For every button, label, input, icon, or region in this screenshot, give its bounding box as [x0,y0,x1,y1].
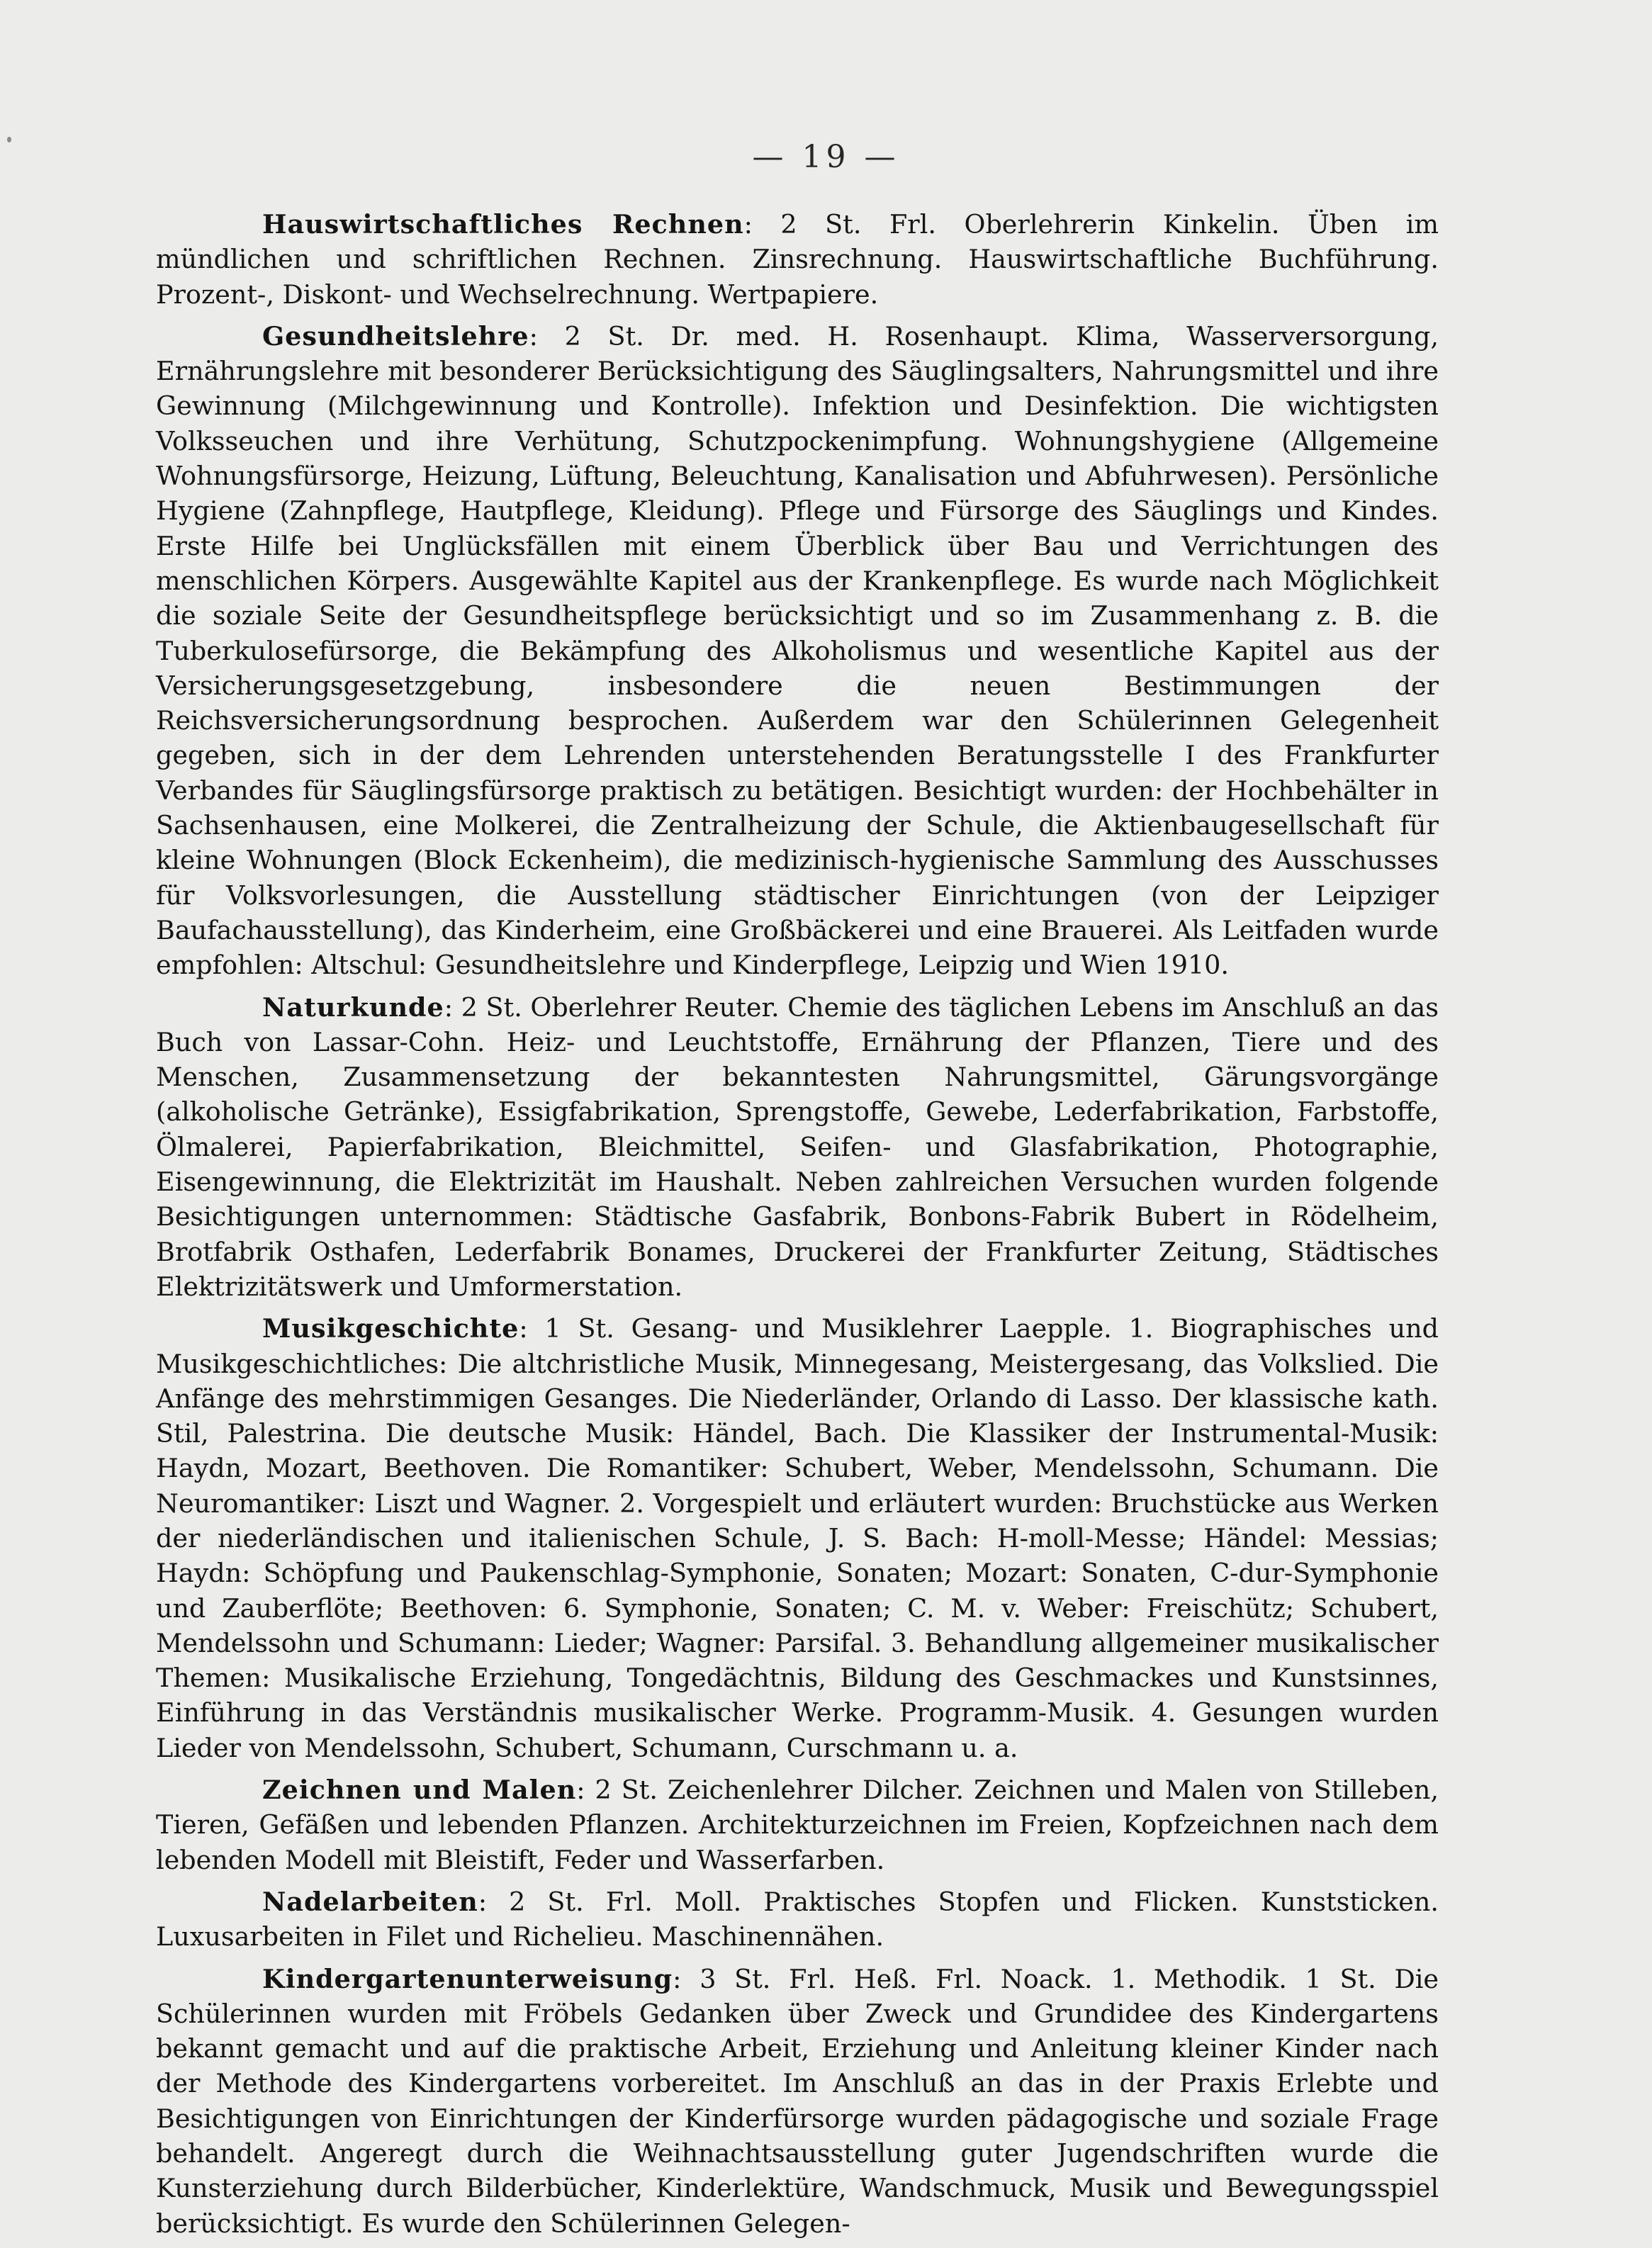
section-kindergartenunterweisung [156,1962,1439,2241]
section-heading: Musikgeschichte [262,1313,519,1344]
section-gesundheitslehre [156,319,1439,983]
section-body: : 2 St. Zeichenlehrer Dilcher. Zeichnen und Malen von Stilleben, Tieren, Gefäßen und lebenden Pflanzen. Architekturzeichnen im Freien, Kopfzeichnen nach dem lebenden Modell mit Bleistift, Feder und Wasserfarben. [156,1775,1439,1875]
section-body: : 2 St. Frl. Oberlehrerin Kinkelin. Üben im mündlichen und schriftlichen Rechnen. Zinsrechnung. Hauswirtschaftliche Buchführung. Prozent-, Diskont- und Wechselrechnung. Wertpapiere. [156,209,1439,310]
section-naturkunde [156,990,1439,1305]
section-nadelarbeiten [156,1884,1439,1955]
section-heading: Naturkunde [262,991,444,1023]
section-body: : 2 St. Frl. Moll. Praktisches Stopfen und Flicken. Kunststicken. Luxusarbeiten in Filet und Richelieu. Maschinennähen. [156,1886,1439,1952]
section-heading: Zeichnen und Malen [262,1775,577,1806]
section-musikgeschichte [156,1311,1439,1765]
section-body: : 1 St. Gesang- und Musiklehrer Laepple. 1. Biographisches und Musikgeschichtliches: Die altchristliche Musik, Minnegesang, Meistergesang, das Volkslied. Die Anfänge des mehrstimmigen Gesanges. Die Niederländer, Orlando di Lasso. Der klassische kath. Stil, Palestrina. Die deutsche Musik: Händel, Bach. Die Klassiker der Instrumental-Musik: Haydn, Mozart, Beethoven. Die Romantiker: Schubert, Weber, Mendelssohn, Schumann. Die Neuromantiker: Liszt und Wagner. 2. Vorgespielt und erläutert wurden: Bruchstücke aus Werken der niederländischen und italienischen Schule, J. S. Bach: H-moll-Messe; Händel: Messias; Haydn: Schöpfung und Paukenschlag-Symphonie, Sonaten; Mozart: Sonaten, C-dur-Symphonie und Zauberflöte; Beethoven: 6. Symphonie, Sonaten; C. M. v. Weber: Freischütz; Schubert, Mendelssohn und Schumann: Lieder; Wagner: Parsifal. 3. Behandlung allgemeiner musikalischer Themen: Musikalische Erziehung, Tongedächtnis, Bildung des Geschmackes und Kunstsinnes, Einführung in das Verständnis musikalischer Werke. Programm-Musik. 4. Gesungen wurden Lieder von Mendelssohn, Schubert, Schumann, Curschmann u. a. [156,1313,1439,1763]
section-hauswirtschaftliches-rechnen [156,207,1439,312]
section-heading: Gesundheitslehre [262,320,529,352]
section-heading: Nadelarbeiten [262,1886,478,1917]
page-number: — 19 — [752,139,900,175]
text-body [156,207,1439,2248]
section-body: : 3 St. Frl. Heß. Frl. Noack. 1. Methodik. 1 St. Die Schülerinnen wurden mit Fröbels Gedanken über Zweck und Grundidee des Kindergartens bekannt gemacht und auf die praktische Arbeit, Erziehung und Anleitung kleiner Kinder nach der Methode des Kindergartens vorbereitet. Im Anschluß an das in der Praxis Erlebte und Besichtigungen von Einrichtungen der Kinderfürsorge wurden pädagogische und soziale Frage behandelt. Angeregt durch die Weihnachtsausstellung guter Jugendschriften wurde die Kunsterziehung durch Bilderbücher, Kinderlektüre, Wandschmuck, Musik und Bewegungsspiel berücksichtigt. Es wurde den Schülerinnen Gelegen- [156,1963,1439,2239]
section-heading: Kindergartenunterweisung [262,1963,673,1994]
section-body: : 2 St. Oberlehrer Reuter. Chemie des täglichen Lebens im Anschluß an das Buch von Lassar-Cohn. Heiz- und Leuchtstoffe, Ernährung der Pflanzen, Tiere und des Menschen, Zusammensetzung der bekanntesten Nahrungsmittel, Gärungsvorgänge (alkoholische Getränke), Essigfabrikation, Sprengstoffe, Gewebe, Lederfabrikation, Farbstoffe, Ölmalerei, Papierfabrikation, Bleichmittel, Seifen- und Glasfabrikation, Photographie, Eisengewinnung, die Elektrizität im Haushalt. Neben zahlreichen Versuchen wurden folgende Besichtigungen unternommen: Städtische Gasfabrik, Bonbons-Fabrik Bubert in Rödelheim, Brotfabrik Osthafen, Lederfabrik Bonames, Druckerei der Frankfurter Zeitung, Städtisches Elektrizitätswerk und Umformerstation. [156,991,1439,1302]
section-zeichnen-und-malen [156,1772,1439,1877]
section-heading: Hauswirtschaftliches Rechnen [262,209,744,240]
section-body: : 2 St. Dr. med. H. Rosenhaupt. Klima, Wasserversorgung, Ernährungslehre mit besonderer Berücksichtigung des Säuglingsalters, Nahrungsmittel und ihre Gewinnung (Milchgewinnung und Kontrolle). Infektion und Desinfektion. Die wichtigsten Volksseuchen und ihre Verhütung, Schutzpockenimpfung. Wohnungshygiene (Allgemeine Wohnungsfürsorge, Heizung, Lüftung, Beleuchtung, Kanalisation und Abfuhrwesen). Persönliche Hygiene (Zahnpflege, Hautpflege, Kleidung). Pflege und Fürsorge des Säuglings und Kindes. Erste Hilfe bei Unglücksfällen mit einem Überblick über Bau und Verrichtungen des menschlichen Körpers. Ausgewählte Kapitel aus der Krankenpflege. Es wurde nach Möglichkeit die soziale Seite der Gesundheitspflege berücksichtigt und so im Zusammenhang z. B. die Tuberkulosefürsorge, die Bekämpfung des Alkoholismus und wesentliche Kapitel aus der Versicherungsgesetzgebung, insbesondere die neuen Bestimmungen der Reichsversicherungsordnung besprochen. Außerdem war den Schülerinnen Gelegenheit gegeben, sich in der dem Lehrenden unterstehenden Beratungsstelle I des Frankfurter Verbandes für Säuglingsfürsorge praktisch zu betätigen. Besichtigt wurden: der Hochbehälter in Sachsenhausen, eine Molkerei, die Zentralheizung der Schule, die Aktienbaugesellschaft für kleine Wohnungen (Block Eckenheim), die medizinisch-hygienische Sammlung des Ausschusses für Volksvorlesungen, die Ausstellung städtischer Einrichtungen (von der Leipziger Baufachausstellung), das Kinderheim, eine Großbäckerei und eine Brauerei. Als Leitfaden wurde empfohlen: Altschul: Gesundheitslehre und Kinderpflege, Leipzig und Wien 1910. [156,320,1439,981]
